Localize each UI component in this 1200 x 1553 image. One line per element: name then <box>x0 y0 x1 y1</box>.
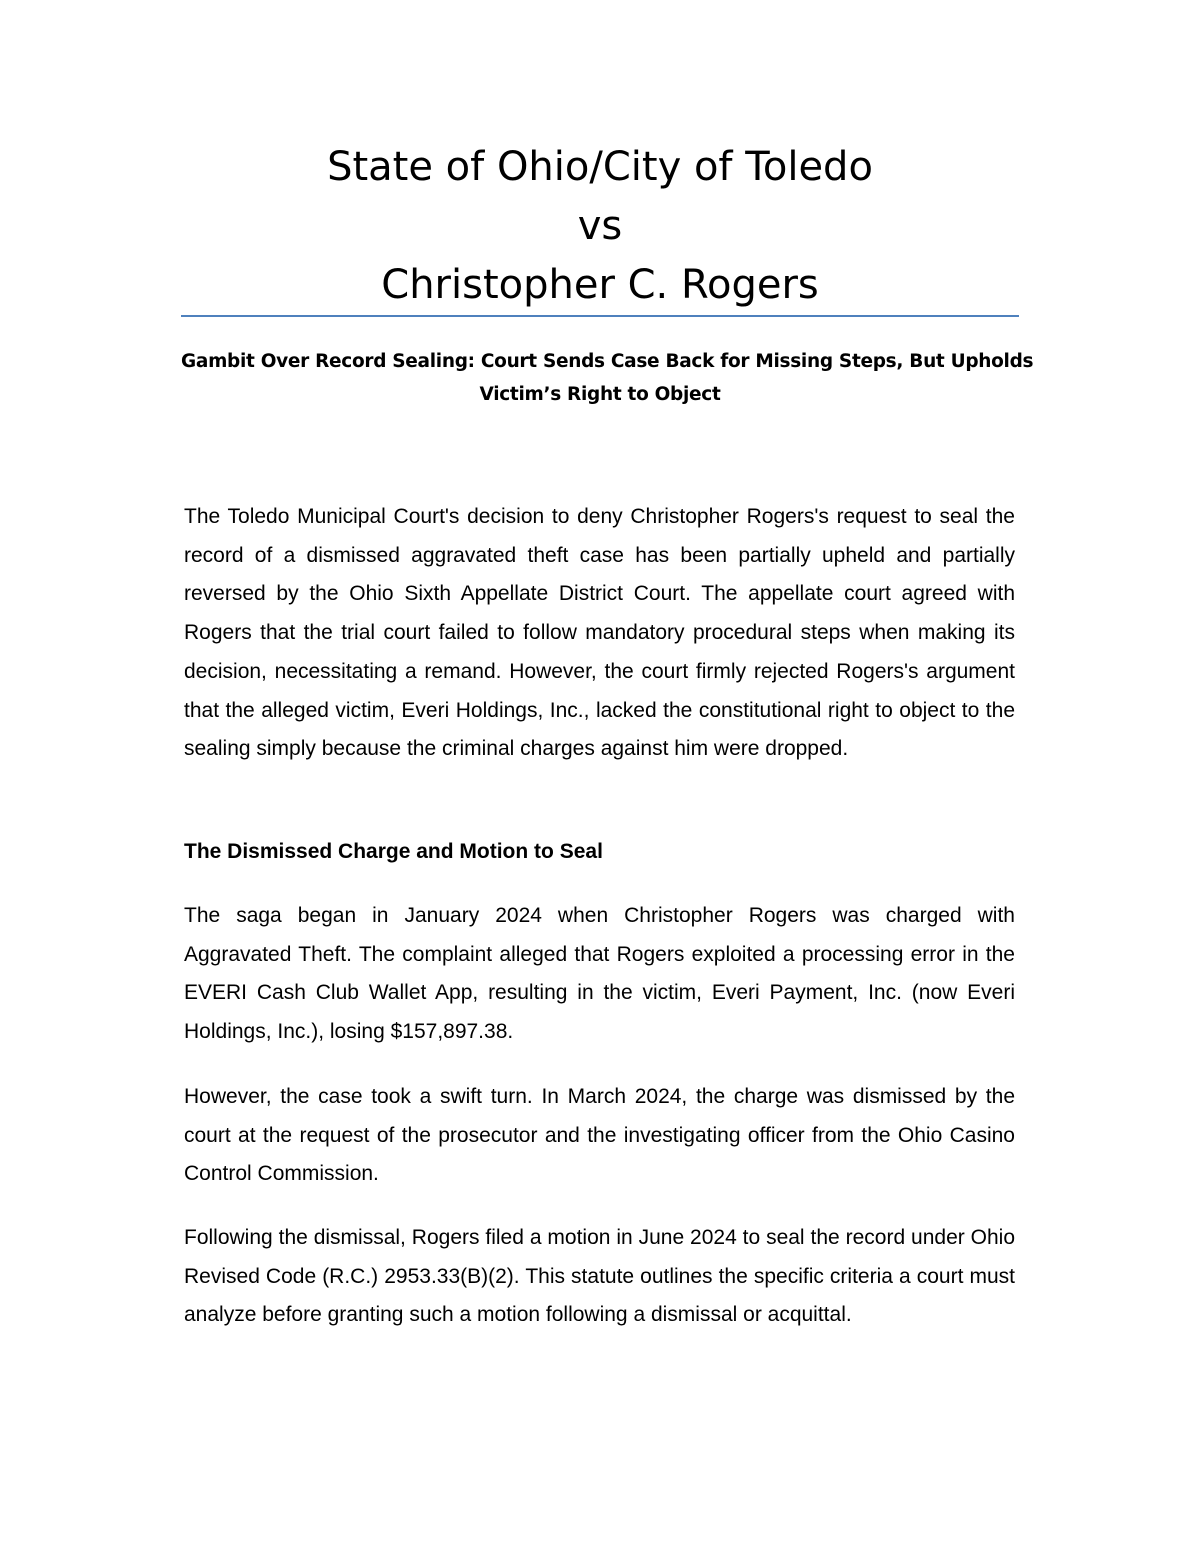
body-paragraph: The saga began in January 2024 when Christopher Rogers was charged with Aggravated Theft. The complaint alleged that Rogers exploited a processing error in the EVERI Cash Club Wallet App, resulting in the victim, Everi Payment, Inc. (now Everi Holdings, Inc.), losing $157,897.38. <box>184 904 1015 1044</box>
body-paragraph: However, the case took a swift turn. In March 2024, the charge was dismissed by the court at the request of the prosecutor and the investigating officer from the Ohio Casino Control Commission. <box>184 1085 1015 1186</box>
subtitle-line-2: Victim’s Right to Object <box>479 384 721 405</box>
body-paragraph: Following the dismissal, Rogers filed a motion in June 2024 to seal the record under Ohio Revised Code (R.C.) 2953.33(B)(2). This statute outlines the specific criteria a court must analyze before granting such a motion following a dismissal or acquittal. <box>184 1226 1015 1327</box>
section-heading: The Dismissed Charge and Motion to Seal <box>184 840 603 863</box>
subtitle-line-1: Gambit Over Record Sealing: Court Sends Case Back for Missing Steps, But Upholds <box>181 351 1034 372</box>
intro-paragraph: The Toledo Municipal Court's decision to deny Christopher Rogers's request to seal the record of a dismissed aggravated theft case has been partially upheld and partially reversed by the Ohio Sixth Appellate District Court. The appellate court agreed with Rogers that the trial court failed to follow mandatory procedural steps when making its decision, necessitating a remand. However, the court firmly rejected Rogers's argument that the alleged victim, Everi Holdings, Inc., lacked the constitutional right to object to the sealing simply because the criminal charges against him were dropped. <box>184 505 1015 761</box>
title-divider <box>181 315 1019 317</box>
document-subtitle <box>181 345 1034 411</box>
title-line-defendant: Christopher C. Rogers <box>381 262 819 308</box>
title-line-plaintiff: State of Ohio/City of Toledo <box>327 144 873 190</box>
document-title <box>181 138 1019 315</box>
title-line-versus: vs <box>577 203 623 249</box>
